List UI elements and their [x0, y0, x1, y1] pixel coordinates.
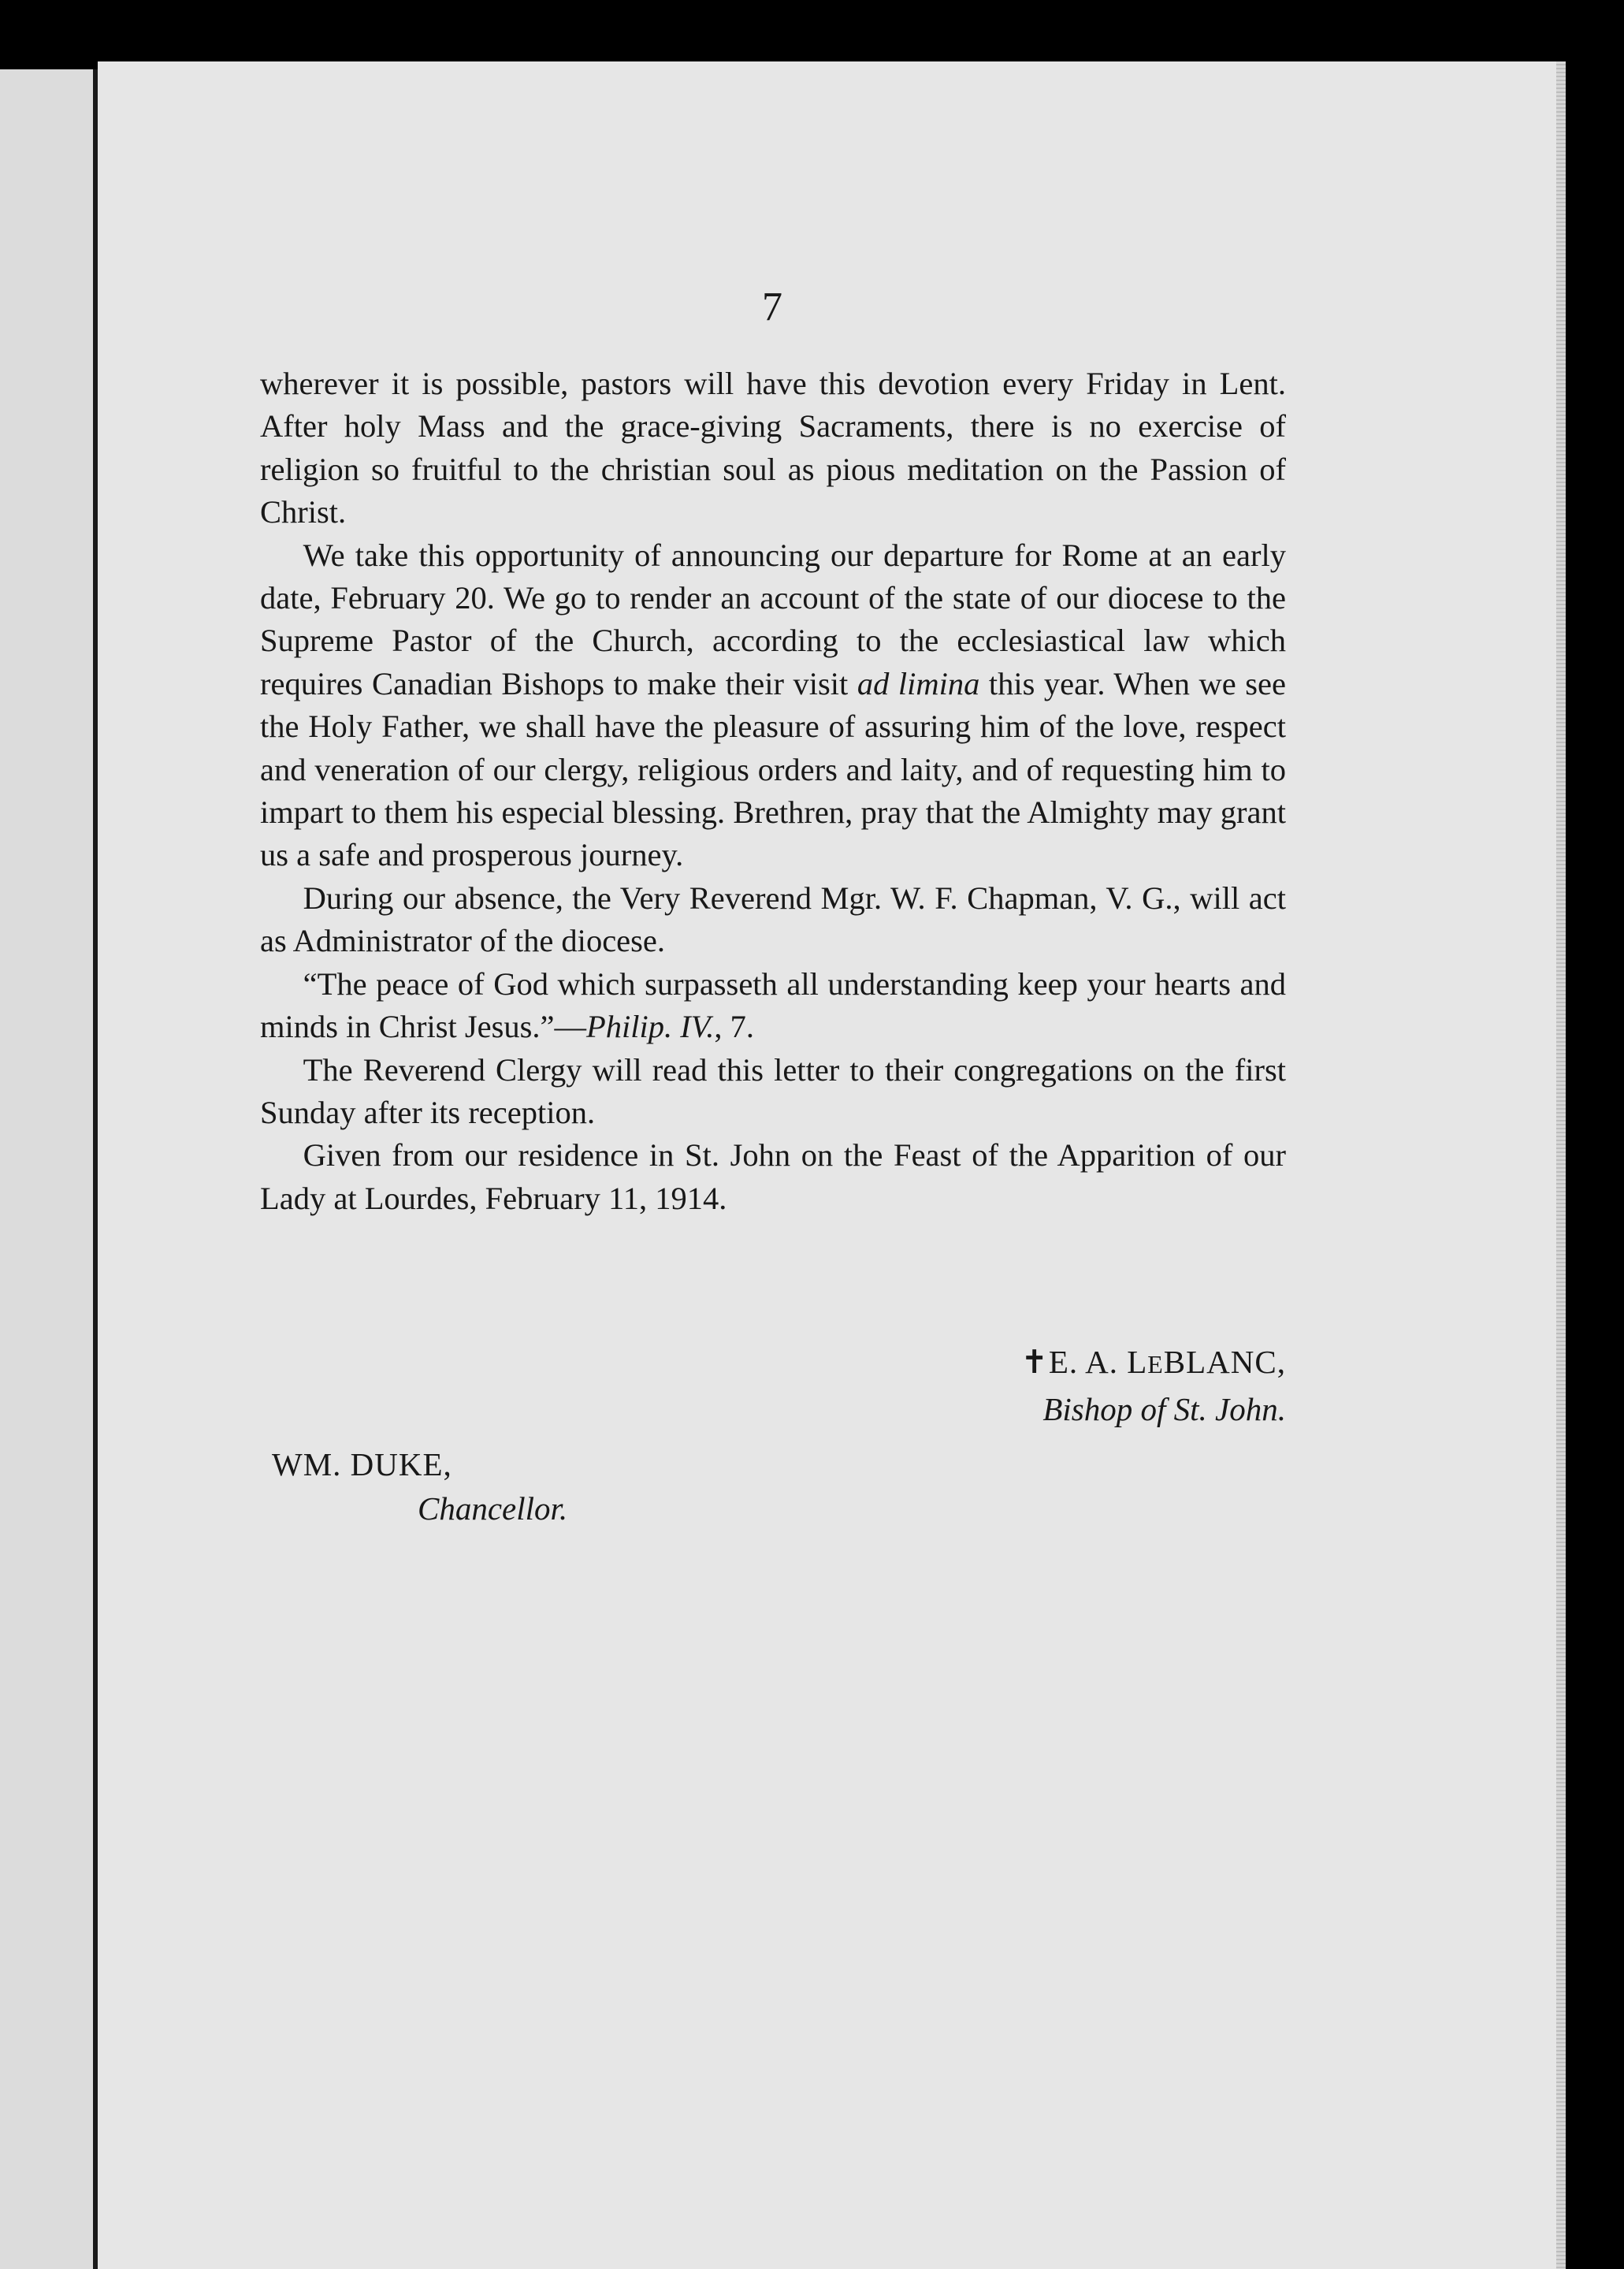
bishop-signature — [804, 1340, 1286, 1431]
bishop-title: Bishop of St. John. — [1042, 1391, 1286, 1427]
bishop-name: ✝E. A. LEBLANC, — [1020, 1344, 1286, 1380]
chancellor-signature — [272, 1442, 650, 1531]
paragraph: During our absence, the Very Reverend Mgr. W. F. Chapman, V. G., will act as Administrator of the diocese. — [260, 880, 1286, 959]
cross-icon: ✝ — [1020, 1344, 1049, 1380]
chancellor-name: WM. DUKE, — [272, 1446, 452, 1482]
paragraph: We take this opportunity of announcing our departure for Rome at an early date, February 20. We go to render an account of the state of our diocese to the Supreme Pastor of the Church, according to the ecclesiastical law which requires Canadian Bishops to make their visit ad limina this year. When we see the Holy Father, we shall have the pleasure of assuring him of the love, respect and veneration of our clergy, religious orders and laity, and of requesting him to impart to them his especial blessing. Brethren, pray that the Almighty may grant us a safe and prosperous journey. — [260, 537, 1286, 873]
paragraph: The Reverend Clergy will read this letter to their congregations on the first Sunday after its reception. — [260, 1051, 1286, 1130]
paragraph: wherever it is possible, pastors will have this devotion every Friday in Lent. After holy Mass and the grace-giving Sacraments, there is no exercise of religion so fruitful to the christian soul as pious meditation on the Passion of Christ. — [260, 366, 1286, 530]
letter-body — [260, 363, 1286, 1220]
paragraph: Given from our residence in St. John on the Feast of the Apparition of our Lady at Lourdes, February 11, 1914. — [260, 1137, 1286, 1216]
chancellor-title: Chancellor. — [418, 1490, 568, 1527]
page-fore-edge — [1556, 61, 1566, 2269]
paragraph: “The peace of God which surpasseth all understanding keep your hearts and minds in Christ Jesus.”—Philip. IV., 7. — [260, 965, 1286, 1045]
page-number: 7 — [762, 285, 782, 329]
